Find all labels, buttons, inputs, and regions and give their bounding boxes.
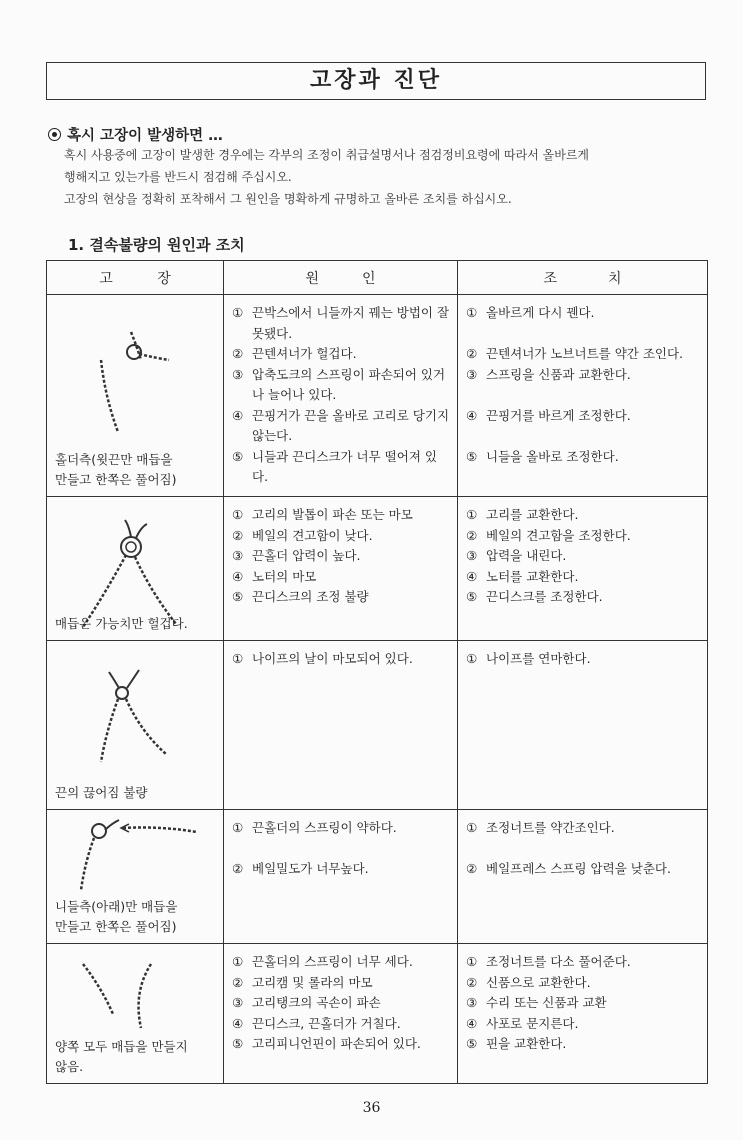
- table-row: [47, 641, 708, 810]
- cause-item: ① 끈홀더의 스프링이 약하다.: [232, 820, 397, 835]
- cause-item: ④ 끈핑거가 끈을 올바로 고리로 당기지 않는다.: [232, 407, 450, 443]
- action-item: ④ 사포로 문지른다.: [466, 1015, 579, 1031]
- page-title: 고장과 진단: [310, 68, 442, 93]
- table-header-row: [47, 261, 708, 295]
- cause-item: ② 끈텐셔너가 헐겁다.: [232, 346, 357, 361]
- action-list: [458, 497, 707, 612]
- fault-cell: [47, 497, 224, 641]
- action-item: ② 베일의 견고함을 조정한다.: [466, 527, 631, 543]
- cause-item: ② 고리캠 및 롤라의 마모: [232, 974, 373, 990]
- action-item: ② 끈텐셔너가 노브너트를 약간 조인다.: [466, 346, 684, 361]
- cause-item: ③ 압축도크의 스프링이 파손되어 있거나 늘어나 있다.: [232, 366, 446, 402]
- action-list: [458, 641, 707, 674]
- cause-item: ⑤ 고리피니언핀이 파손되어 있다.: [232, 1036, 421, 1051]
- fault-description: 양쪽 모두 매듭을 만들지 않음.: [55, 1039, 188, 1074]
- cause-cell: [224, 295, 458, 497]
- fault-description: 매듭은 가능치만 헐겁다.: [55, 616, 188, 631]
- fault-cell: [47, 641, 224, 810]
- cause-list: [224, 295, 457, 492]
- header-cause: 원 인: [224, 261, 458, 295]
- action-item: ⑤ 끈디스크를 조정한다.: [466, 589, 603, 604]
- action-item: ② 베일프레스 스프링 압력을 낮춘다.: [466, 861, 671, 876]
- fault-cell: [47, 295, 224, 497]
- cause-item: ① 끈박스에서 니들까지 꿰는 방법이 잘못됐다.: [232, 305, 450, 341]
- circle-bullet-icon: [48, 128, 61, 141]
- action-item: ③ 스프링을 신품과 교환한다.: [466, 366, 631, 382]
- cause-cell: [224, 497, 458, 641]
- header-action: 조 치: [458, 261, 708, 295]
- cause-item: ① 나이프의 날이 마모되어 있다.: [232, 651, 413, 666]
- cause-item: ④ 끈디스크, 끈홀더가 거칠다.: [232, 1015, 401, 1031]
- table-row: [47, 497, 708, 641]
- action-cell: [458, 810, 708, 944]
- subsection-title: 1. 결속불량의 원인과 조치: [68, 236, 245, 254]
- action-item: ① 올바르게 다시 꿴다.: [466, 305, 595, 320]
- action-item: ① 조정너트를 약간조인다.: [466, 820, 615, 835]
- heading-text: 혹시 고장이 발생하면 …: [67, 128, 223, 144]
- action-item: ④ 끈핑거를 바르게 조정한다.: [466, 407, 631, 423]
- action-cell: [458, 497, 708, 641]
- action-item: ⑤ 핀을 교환한다.: [466, 1036, 567, 1051]
- cause-item: ① 고리의 발톱이 파손 또는 마모: [232, 507, 413, 522]
- action-item: ① 고리를 교환한다.: [466, 507, 579, 522]
- cause-cell: [224, 944, 458, 1084]
- cause-list: [224, 641, 457, 674]
- action-item: ② 신품으로 교환한다.: [466, 974, 591, 990]
- action-item: ③ 압력을 내린다.: [466, 548, 567, 563]
- cause-list: [224, 944, 457, 1059]
- fault-description: 끈의 끊어짐 불량: [55, 785, 148, 800]
- action-item: ① 조정너트를 다소 풀어준다.: [466, 954, 631, 969]
- fault-description: 홀더측(윗끈만 매듭을 만들고 한쪽은 풀어짐): [55, 452, 177, 487]
- fault-cell: [47, 944, 224, 1084]
- section-heading: [48, 124, 223, 145]
- cause-list: [224, 810, 457, 884]
- cause-item: ③ 고리탱크의 곡손이 파손: [232, 995, 381, 1010]
- cause-item: ③ 끈홀더 압력이 높다.: [232, 548, 361, 563]
- troubleshooting-table: [46, 260, 708, 1084]
- action-list: [458, 944, 707, 1059]
- cause-item: ② 베일의 견고함이 낮다.: [232, 527, 373, 543]
- action-list: [458, 295, 707, 471]
- cause-item: ⑤ 끈디스크의 조정 불량: [232, 589, 369, 604]
- intro-line-2: 행해지고 있는가를 반드시 점검해 주십시오.: [64, 170, 292, 184]
- action-item: ⑤ 니들을 올바로 조정한다.: [466, 448, 619, 464]
- page-title-box: [46, 62, 706, 100]
- fault-cell: [47, 810, 224, 944]
- action-cell: [458, 944, 708, 1084]
- intro-line-1: 혹시 사용중에 고장이 발생한 경우에는 각부의 조정이 취급설명서나 점검정비요령에 따라서 올바르게: [64, 148, 590, 162]
- action-cell: [458, 641, 708, 810]
- page-number: 36: [362, 1100, 381, 1116]
- action-item: ④ 노터를 교환한다.: [466, 568, 579, 584]
- cause-cell: [224, 641, 458, 810]
- cause-item: ④ 노터의 마모: [232, 568, 317, 584]
- action-cell: [458, 295, 708, 497]
- cause-item: ② 베일밀도가 너무높다.: [232, 861, 369, 876]
- fault-description: 니들측(아래)만 매듭을 만들고 한쪽은 풀어짐): [55, 899, 178, 934]
- table-row: [47, 810, 708, 944]
- cause-item: ① 끈홀더의 스프링이 너무 세다.: [232, 954, 413, 969]
- cause-cell: [224, 810, 458, 944]
- intro-line-3: 고장의 현상을 정확히 포착해서 그 원인을 명확하게 규명하고 올바른 조치를 하십시오.: [64, 192, 512, 206]
- table-row: [47, 944, 708, 1084]
- header-fault: 고 장: [47, 261, 224, 295]
- cause-item: ⑤ 니들과 끈디스크가 너무 떨어져 있다.: [232, 448, 437, 484]
- cause-list: [224, 497, 457, 612]
- action-list: [458, 810, 707, 884]
- action-item: ① 나이프를 연마한다.: [466, 651, 591, 666]
- action-item: ③ 수리 또는 신품과 교환: [466, 995, 607, 1010]
- table-row: [47, 295, 708, 497]
